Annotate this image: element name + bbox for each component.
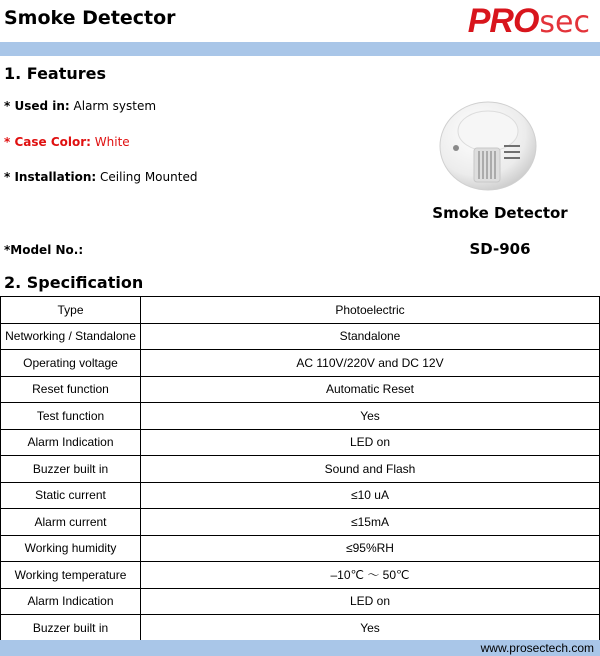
- spec-value: ≤10 uA: [141, 482, 600, 509]
- used-in-label: * Used in:: [4, 99, 70, 113]
- table-row: [1, 588, 600, 615]
- model-label: *Model No.:: [4, 243, 84, 257]
- spec-value: Photoelectric: [141, 297, 600, 324]
- smoke-detector-image: [438, 96, 538, 196]
- spec-key: Alarm Indication: [1, 588, 141, 615]
- specification-heading: 2. Specification: [4, 273, 144, 292]
- spec-key: Buzzer built in: [1, 456, 141, 483]
- logo-sec-text: sec: [539, 5, 590, 40]
- table-row: [1, 297, 600, 324]
- spec-key: Operating voltage: [1, 350, 141, 377]
- spec-key: Working temperature: [1, 562, 141, 589]
- feature-used-in: [4, 99, 156, 113]
- installation-value: Ceiling Mounted: [100, 170, 198, 184]
- spec-key: Buzzer built in: [1, 615, 141, 642]
- header-divider-bar: [0, 42, 600, 56]
- table-row: [1, 350, 600, 377]
- feature-installation: [4, 170, 197, 184]
- product-name: Smoke Detector: [432, 204, 568, 222]
- document-header: [0, 0, 600, 42]
- case-color-value: White: [94, 135, 130, 149]
- table-row: [1, 482, 600, 509]
- table-row: [1, 615, 600, 642]
- spec-value: Automatic Reset: [141, 376, 600, 403]
- table-row: [1, 562, 600, 589]
- spec-key: Test function: [1, 403, 141, 430]
- spec-key: Type: [1, 297, 141, 324]
- spec-value: LED on: [141, 429, 600, 456]
- spec-value: Standalone: [141, 323, 600, 350]
- spec-key: Static current: [1, 482, 141, 509]
- spec-value: AC 110V/220V and DC 12V: [141, 350, 600, 377]
- table-row: [1, 323, 600, 350]
- spec-value: LED on: [141, 588, 600, 615]
- spec-value: Yes: [141, 615, 600, 642]
- page-title: Smoke Detector: [4, 7, 176, 29]
- features-heading: 1. Features: [4, 64, 107, 83]
- case-color-label: * Case Color:: [4, 135, 91, 149]
- spec-key: Alarm current: [1, 509, 141, 536]
- spec-key: Alarm Indication: [1, 429, 141, 456]
- spec-value: ≤95%RH: [141, 535, 600, 562]
- feature-case-color: [4, 135, 130, 149]
- spec-value: ≤15mA: [141, 509, 600, 536]
- spec-value: Sound and Flash: [141, 456, 600, 483]
- used-in-value: Alarm system: [73, 99, 157, 113]
- model-number: SD-906: [469, 240, 531, 258]
- spec-value: Yes: [141, 403, 600, 430]
- prosec-logo: [468, 2, 590, 38]
- specification-table: [0, 296, 600, 642]
- table-row: [1, 429, 600, 456]
- table-row: [1, 535, 600, 562]
- logo-pro-text: PRO: [467, 2, 539, 40]
- website-link[interactable]: www.prosectech.com: [480, 641, 594, 655]
- installation-label: * Installation:: [4, 170, 97, 184]
- table-row: [1, 403, 600, 430]
- spec-key: Networking / Standalone: [1, 323, 141, 350]
- spec-key: Working humidity: [1, 535, 141, 562]
- table-row: [1, 456, 600, 483]
- table-row: [1, 509, 600, 536]
- spec-key: Reset function: [1, 376, 141, 403]
- table-row: [1, 376, 600, 403]
- spec-value: –10℃ ～ 50℃: [141, 562, 600, 589]
